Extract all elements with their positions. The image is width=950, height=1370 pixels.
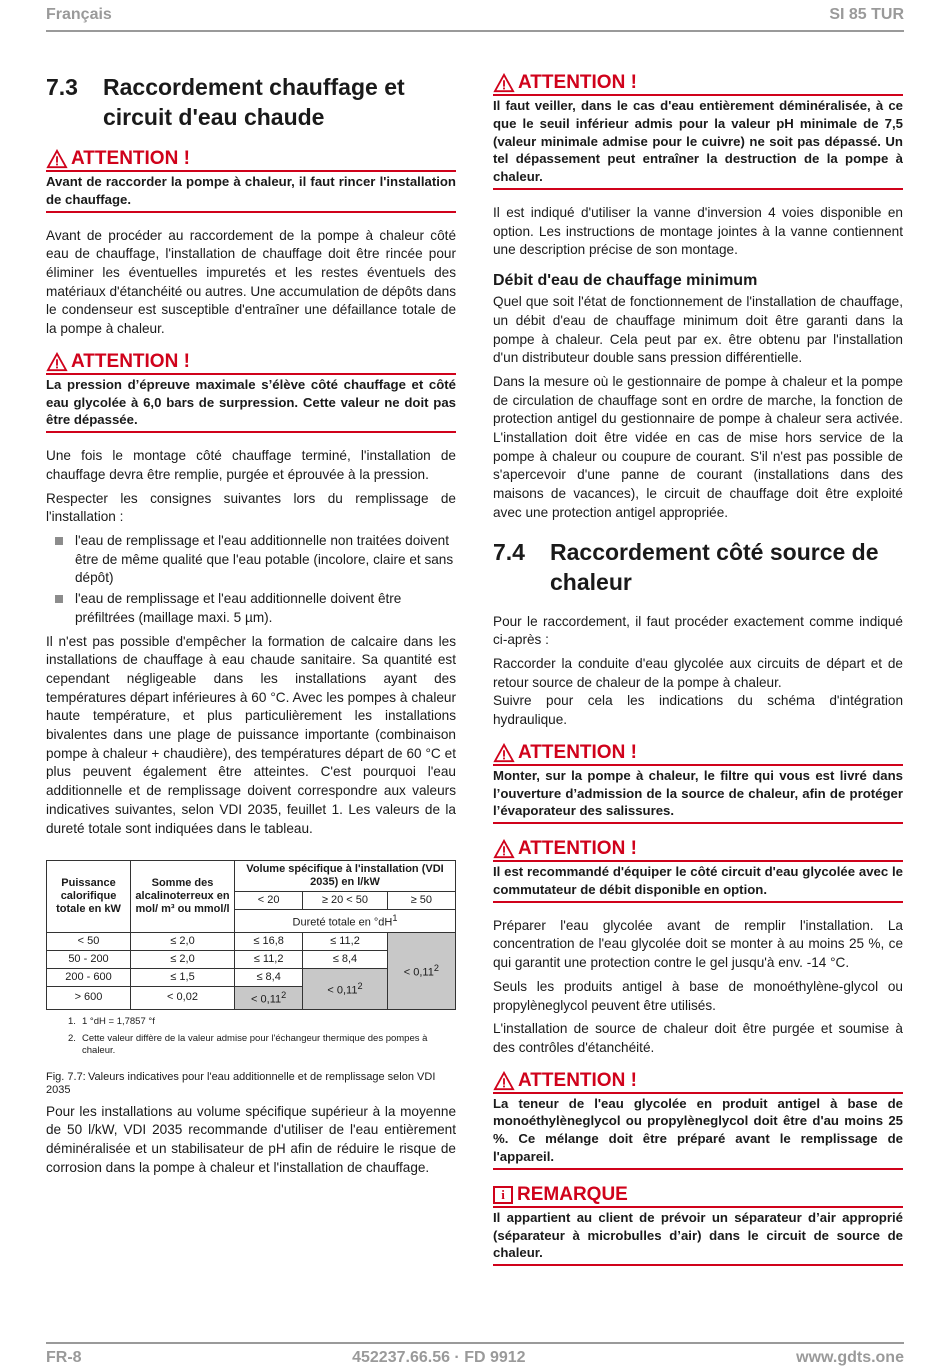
table-header-v1: < 20 (235, 892, 303, 910)
table-header-sum: Somme des alcalinoterreux en mol/ m³ ou mmol/l (131, 861, 235, 933)
remark-header (493, 1184, 903, 1208)
warning-box (493, 742, 903, 824)
warning-label: ATTENTION ! (71, 148, 190, 169)
warning-text: Avant de raccorder la pompe à chaleur, il faut rincer l'installation de chauffage. (46, 174, 456, 207)
table-cell: < $0,11^2$ (387, 932, 455, 1009)
footer-page-number: FR-8 (46, 1349, 82, 1366)
warning-triangle-icon (493, 839, 515, 859)
paragraph: Seuls les produits antigel à base de monoéthylène-glycol ou propylèneglycol peuvent être utilisés. (493, 978, 903, 1013)
table-cell: > 600 (47, 986, 131, 1009)
warning-triangle-icon (46, 352, 68, 372)
warning-triangle-icon (46, 149, 68, 169)
header-language: Français (46, 6, 112, 23)
info-icon: i (493, 1186, 513, 1204)
table-header-volume: Volume spécifique à l'installation (VDI 2035) en l/kW (235, 861, 456, 892)
warning-label: ATTENTION ! (71, 350, 190, 372)
table-cell: ≤ 16,8 (235, 932, 303, 950)
subheading: Débit d'eau de chauffage minimum (493, 272, 758, 290)
warning-triangle-icon (493, 743, 515, 763)
bullet-list (46, 532, 456, 628)
warning-header (493, 72, 903, 96)
table-cell: < 50 (47, 932, 131, 950)
warning-text: La pression d’épreuve maximale s’élève côté chauffage et côté eau glycolée à 6,0 bars de surpression. Cette valeur ne doit pas être dépassée. (46, 376, 456, 428)
section-heading-7-3 (46, 72, 456, 132)
warning-text: Il est recommandé d'équiper le côté circuit d'eau glycolée avec le commutateur de débit disponible en option. (493, 864, 903, 897)
table-cell: ≤ 8,4 (303, 950, 387, 968)
paragraph: Avant de procéder au raccordement de la pompe à chaleur côté eau de chauffage, l'installation de chauffage doit être rincée pour éliminer les éventuelles impuretés et les restes éventuels des matériaux d'étanchéité ou autres. Une accumulation de dépôts dans le condenseur est susceptible d'entraîner une défaillance totale de la pompe à chaleur. (46, 227, 456, 337)
table-row (47, 932, 456, 950)
figure-caption: Fig. 7.7: Valeurs indicatives pour l'eau additionnelle et de remplissage selon VDI 2035 (46, 1070, 436, 1096)
footer-document-id: 452237.66.56 · FD 9912 (352, 1349, 526, 1366)
table-header-hardness: Dureté totale en $^\circ dH^1$ (235, 910, 456, 933)
table-cell: ≤ 11,2 (235, 950, 303, 968)
paragraph: Suivre pour cela les indications du schéma d'intégration hydraulique. (493, 693, 903, 728)
paragraph: Respecter les consignes suivantes lors du remplissage de l'installation : (46, 490, 456, 525)
paragraph: Raccorder la conduite d'eau glycolée aux circuits de départ et de retour source de chaleur de la pompe à chaleur. (493, 655, 903, 690)
paragraph: Une fois le montage côté chauffage terminé, l'installation de chauffage devra être remplie, purgée et éprouvée à la pression. (46, 448, 456, 482)
left-column (46, 66, 456, 1182)
table-header-power: Puissance calorifique totale en kW (47, 861, 131, 933)
right-column (493, 68, 903, 1266)
paragraph: Il n'est pas possible d'empêcher la formation de calcaire dans les installations de chauffage à eau chaude sanitaire. Sa quantité est cependant négligeable dans les installations ayant des températures départ inférieures à 60 °C. Avec les pompes à chaleur haute température, et plus particulièrement les installations bivalentes dans une plage de puissance importante (combinaison pompe à chaleur + chaudière), des températures départ de 60 °C et plus peuvent également être atteintes. C'est pourquoi l'eau additionnelle et de remplissage doivent correspondre aux valeurs indicatives suivantes, selon VDI 2035, feuillet 1. Les valeurs de la dureté totale sont indiquées dans le tableau. (46, 633, 456, 836)
table-header-v3: ≥ 50 (387, 892, 455, 910)
warning-label: ATTENTION ! (518, 741, 637, 763)
warning-text: Il faut veiller, dans le cas d'eau entièrement déminéralisée, à ce que le seuil inférieur admis pour la valeur pH minimale de 7,5 (valeur minimale admise pour le cuivre) ne soit pas dépassé. Un tel dépassement peut entraîner la destruction de la pompe à chaleur. (493, 98, 903, 185)
paragraph: Dans la mesure où le gestionnaire de pompe à chaleur et la pompe de circulation de chauffage sont en ordre de marche, la fonction de protection antigel du gestionnaire de pompe à chaleur sera activée. L'installation doit être vidée en cas de mise hors service de la pompe à chaleur ou coupure de courant. S'il n'est pas possible de s'apercevoir d'une panne de courant (installations dans des maisons de vacances), le circuit de chauffage doit être exploité avec une protection antigel appropriée. (493, 373, 903, 520)
section-title: Raccordement chauffage et circuit d'eau chaude (103, 74, 405, 130)
warning-header (46, 148, 456, 172)
table-cell: < $0,11^2$ (235, 986, 303, 1009)
table-cell: < $0,11^2$ (303, 968, 387, 1009)
table-cell: ≤ 1,5 (131, 968, 235, 986)
warning-box (493, 838, 903, 903)
remark-text: Il appartient au client de prévoir un séparateur d’air approprié (séparateur à microbulles d’air) dans le circuit de source de chaleur. (493, 1209, 903, 1261)
remark-label: REMARQUE (517, 1183, 628, 1205)
table-header-v2: ≥ 20 < 50 (303, 892, 387, 910)
header-model: SI 85 TUR (829, 6, 904, 23)
page-header (46, 6, 904, 32)
paragraph: Pour le raccordement, il faut procéder exactement comme indiqué ci-après : (493, 613, 903, 648)
table-cell: ≤ 2,0 (131, 950, 235, 968)
warning-box (493, 72, 903, 190)
warning-box (493, 1070, 903, 1170)
table-note: 1. 1 °dH = 1,7857 °f (68, 1015, 155, 1027)
table-cell: ≤ 11,2 (303, 932, 387, 950)
section-title: Raccordement côté source de chaleur (550, 538, 879, 595)
table-cell: 50 - 200 (47, 950, 131, 968)
footer-url: www.gdts.one (796, 1349, 904, 1366)
warning-text: Monter, sur la pompe à chaleur, le filtre qui vous est livré dans l’ouverture d’admission de la source de chaleur, afin de protéger l’évaporateur des salissures. (493, 767, 903, 819)
paragraph: Préparer l'eau glycolée avant de remplir l'installation. La concentration de l'eau glycolée doit se monter à au moins 25 %, ce qui garantit une protection contre le gel jusqu'à env. -14 °C. (493, 917, 903, 971)
table-notes (68, 1016, 456, 1057)
warning-triangle-icon (493, 1071, 515, 1091)
warning-header (493, 1070, 903, 1094)
section-number: 7.4 (493, 538, 525, 565)
warning-label: ATTENTION ! (518, 838, 637, 860)
warning-header (493, 838, 903, 862)
table-cell: < 0,02 (131, 986, 235, 1009)
warning-header (493, 742, 903, 766)
section-heading-7-4 (493, 537, 903, 597)
page-footer (46, 1342, 904, 1367)
section-number: 7.3 (46, 74, 78, 100)
warning-box (46, 148, 456, 213)
paragraph: Quel que soit l'état de fonctionnement de l'installation de chauffage, un débit d'eau de chauffage minimum doit être garanti dans la pompe à chaleur. Cela peut par ex. être obtenu par l'installation d'un distributeur double sans pression différentielle. (493, 294, 903, 366)
paragraph: Il est indiqué d'utiliser la vanne d'inversion 4 voies disponible en option. Les instructions de montage jointes à la vanne contiennent une description précise de son montage. (493, 204, 903, 258)
warning-label: ATTENTION ! (518, 72, 637, 93)
warning-label: ATTENTION ! (518, 1069, 637, 1091)
table-cell: 200 - 600 (47, 968, 131, 986)
list-item: l'eau de remplissage et l'eau additionnelle doivent être préfiltrées (maillage maxi. 5 µm). (46, 590, 456, 627)
vdi-2035-table (46, 860, 456, 1009)
paragraph: L'installation de source de chaleur doit être purgée et soumise à des contrôles d'étanchéité. (493, 1021, 903, 1055)
table-note: 2. Cette valeur diffère de la valeur admise pour l'échangeur thermique des pompes à chaleur. (68, 1032, 428, 1056)
remark-box (493, 1184, 903, 1266)
warning-box (46, 351, 456, 433)
table-cell: ≤ 8,4 (235, 968, 303, 986)
warning-header (46, 351, 456, 375)
list-item: l'eau de remplissage et l'eau additionnelle non traitées doivent être de même qualité que l'eau potable (incolore, claire et sans dépôt) (46, 532, 456, 588)
warning-triangle-icon (493, 73, 515, 93)
warning-text: La teneur de l'eau glycolée en produit antigel à base de monoéthylèneglycol ou propylèneglycol doit être d'au moins 25 %. Ce mélange doit être préparé avant le remplissage de l'appareil. (493, 1095, 903, 1165)
table-cell: ≤ 2,0 (131, 932, 235, 950)
paragraph: Pour les installations au volume spécifique supérieur à la moyenne de 50 l/kW, VDI 2035 recommande d'utiliser de l'eau entièrement déminéralisée et un stabilisateur de pH afin de réduire le risque de corrosion dans la pompe à chaleur et l'installation de chauffage. (46, 1103, 456, 1175)
